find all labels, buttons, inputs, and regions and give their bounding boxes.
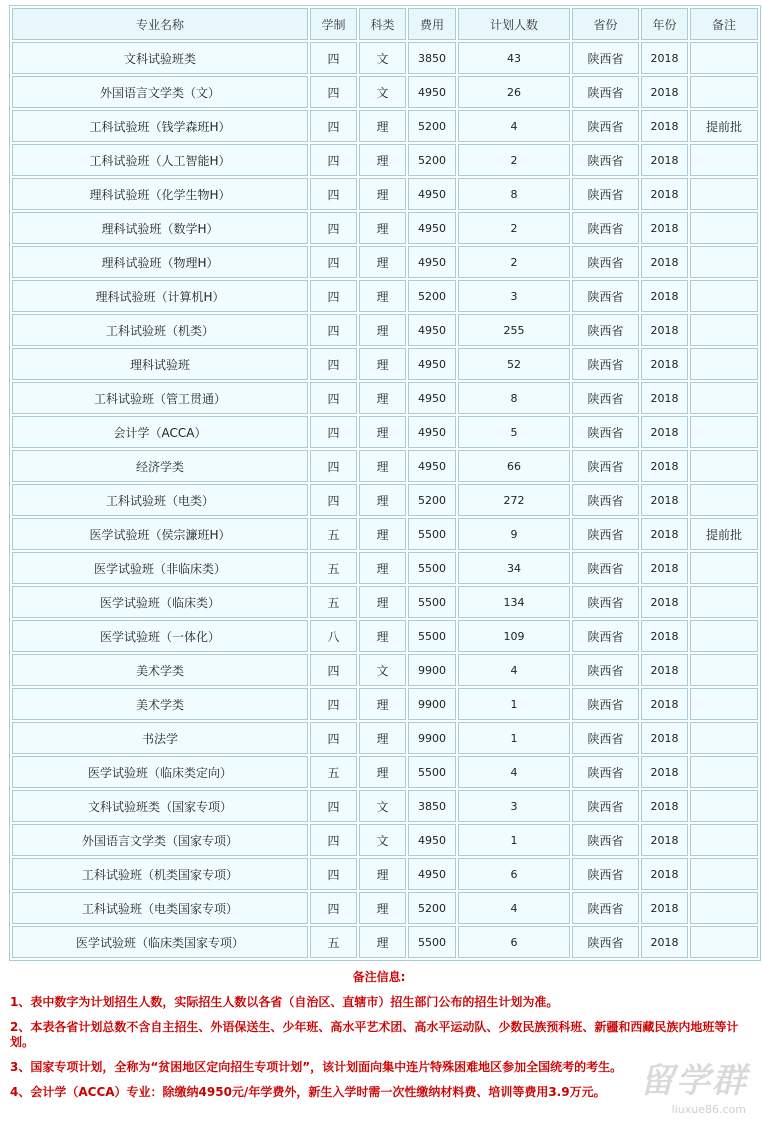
cell-remark bbox=[690, 790, 758, 822]
cell-major: 理科试验班 bbox=[12, 348, 308, 380]
cell-duration: 四 bbox=[310, 416, 357, 448]
cell-year: 2018 bbox=[641, 824, 688, 856]
cell-fee: 5200 bbox=[408, 110, 456, 142]
cell-remark bbox=[690, 450, 758, 482]
cell-province: 陕西省 bbox=[572, 212, 639, 244]
table-row bbox=[12, 790, 758, 822]
cell-year: 2018 bbox=[641, 518, 688, 550]
cell-quota: 4 bbox=[458, 756, 570, 788]
cell-category: 理 bbox=[359, 620, 406, 652]
cell-duration: 四 bbox=[310, 212, 357, 244]
cell-year: 2018 bbox=[641, 246, 688, 278]
cell-major: 工科试验班（钱学森班H） bbox=[12, 110, 308, 142]
notes-section bbox=[10, 968, 748, 1110]
cell-province: 陕西省 bbox=[572, 450, 639, 482]
cell-fee: 5200 bbox=[408, 484, 456, 516]
cell-year: 2018 bbox=[641, 790, 688, 822]
table-row bbox=[12, 552, 758, 584]
cell-quota: 66 bbox=[458, 450, 570, 482]
cell-province: 陕西省 bbox=[572, 892, 639, 924]
cell-quota: 3 bbox=[458, 280, 570, 312]
cell-province: 陕西省 bbox=[572, 756, 639, 788]
cell-major: 医学试验班（临床类） bbox=[12, 586, 308, 618]
cell-remark bbox=[690, 212, 758, 244]
cell-duration: 四 bbox=[310, 824, 357, 856]
cell-quota: 4 bbox=[458, 110, 570, 142]
cell-fee: 5500 bbox=[408, 756, 456, 788]
cell-province: 陕西省 bbox=[572, 858, 639, 890]
cell-quota: 4 bbox=[458, 892, 570, 924]
cell-duration: 四 bbox=[310, 42, 357, 74]
cell-duration: 四 bbox=[310, 484, 357, 516]
cell-year: 2018 bbox=[641, 654, 688, 686]
cell-remark bbox=[690, 280, 758, 312]
notes-title: 备注信息: bbox=[352, 970, 406, 984]
table-row bbox=[12, 926, 758, 958]
cell-category: 理 bbox=[359, 178, 406, 210]
cell-fee: 5500 bbox=[408, 552, 456, 584]
table-row bbox=[12, 348, 758, 380]
table-row bbox=[12, 688, 758, 720]
cell-year: 2018 bbox=[641, 314, 688, 346]
cell-quota: 4 bbox=[458, 654, 570, 686]
cell-province: 陕西省 bbox=[572, 926, 639, 958]
cell-major: 工科试验班（电类） bbox=[12, 484, 308, 516]
table-row bbox=[12, 280, 758, 312]
cell-duration: 四 bbox=[310, 654, 357, 686]
table-row bbox=[12, 722, 758, 754]
cell-category: 理 bbox=[359, 212, 406, 244]
cell-fee: 5500 bbox=[408, 620, 456, 652]
cell-category: 理 bbox=[359, 858, 406, 890]
cell-quota: 2 bbox=[458, 144, 570, 176]
cell-province: 陕西省 bbox=[572, 246, 639, 278]
cell-fee: 4950 bbox=[408, 246, 456, 278]
cell-category: 理 bbox=[359, 450, 406, 482]
cell-year: 2018 bbox=[641, 178, 688, 210]
cell-duration: 四 bbox=[310, 722, 357, 754]
cell-major: 工科试验班（电类国家专项） bbox=[12, 892, 308, 924]
cell-major: 外国语言文学类（文） bbox=[12, 76, 308, 108]
cell-duration: 五 bbox=[310, 586, 357, 618]
table-row bbox=[12, 76, 758, 108]
cell-major: 医学试验班（侯宗濂班H） bbox=[12, 518, 308, 550]
cell-major: 理科试验班（物理H） bbox=[12, 246, 308, 278]
cell-year: 2018 bbox=[641, 688, 688, 720]
table-row bbox=[12, 178, 758, 210]
cell-remark bbox=[690, 144, 758, 176]
cell-duration: 四 bbox=[310, 314, 357, 346]
cell-major: 经济学类 bbox=[12, 450, 308, 482]
cell-category: 理 bbox=[359, 552, 406, 584]
cell-major: 医学试验班（临床类定向） bbox=[12, 756, 308, 788]
cell-quota: 255 bbox=[458, 314, 570, 346]
col-header-major: 专业名称 bbox=[12, 8, 308, 40]
cell-category: 理 bbox=[359, 892, 406, 924]
cell-category: 文 bbox=[359, 654, 406, 686]
cell-fee: 4950 bbox=[408, 314, 456, 346]
cell-fee: 5500 bbox=[408, 926, 456, 958]
cell-duration: 四 bbox=[310, 178, 357, 210]
col-header-category: 科类 bbox=[359, 8, 406, 40]
cell-province: 陕西省 bbox=[572, 518, 639, 550]
cell-province: 陕西省 bbox=[572, 314, 639, 346]
cell-remark bbox=[690, 688, 758, 720]
cell-category: 理 bbox=[359, 756, 406, 788]
table-row bbox=[12, 416, 758, 448]
col-header-fee: 费用 bbox=[408, 8, 456, 40]
cell-quota: 1 bbox=[458, 824, 570, 856]
col-header-duration: 学制 bbox=[310, 8, 357, 40]
cell-remark: 提前批 bbox=[690, 110, 758, 142]
cell-year: 2018 bbox=[641, 892, 688, 924]
cell-province: 陕西省 bbox=[572, 654, 639, 686]
cell-remark bbox=[690, 178, 758, 210]
cell-fee: 9900 bbox=[408, 688, 456, 720]
cell-remark bbox=[690, 858, 758, 890]
cell-quota: 2 bbox=[458, 212, 570, 244]
cell-quota: 52 bbox=[458, 348, 570, 380]
cell-province: 陕西省 bbox=[572, 110, 639, 142]
table-row bbox=[12, 654, 758, 686]
note-item: 2、本表各省计划总数不含自主招生、外语保送生、少年班、高水平艺术团、高水平运动队、少数民族预科班、新疆和西藏民族内地班等计划。 bbox=[10, 1020, 739, 1049]
cell-province: 陕西省 bbox=[572, 552, 639, 584]
cell-category: 理 bbox=[359, 110, 406, 142]
cell-duration: 五 bbox=[310, 926, 357, 958]
cell-province: 陕西省 bbox=[572, 144, 639, 176]
cell-province: 陕西省 bbox=[572, 382, 639, 414]
cell-year: 2018 bbox=[641, 110, 688, 142]
watermark-url: liuxue86.com bbox=[671, 1103, 746, 1116]
cell-year: 2018 bbox=[641, 416, 688, 448]
cell-year: 2018 bbox=[641, 144, 688, 176]
cell-year: 2018 bbox=[641, 926, 688, 958]
cell-quota: 43 bbox=[458, 42, 570, 74]
cell-year: 2018 bbox=[641, 382, 688, 414]
cell-duration: 五 bbox=[310, 552, 357, 584]
cell-category: 理 bbox=[359, 314, 406, 346]
table-row bbox=[12, 586, 758, 618]
table-row bbox=[12, 110, 758, 142]
table-row bbox=[12, 450, 758, 482]
cell-remark bbox=[690, 314, 758, 346]
cell-province: 陕西省 bbox=[572, 178, 639, 210]
cell-category: 理 bbox=[359, 518, 406, 550]
cell-province: 陕西省 bbox=[572, 824, 639, 856]
note-item: 4、会计学（ACCA）专业：除缴纳4950元/年学费外，新生入学时需一次性缴纳材料费、培训等费用3.9万元。 bbox=[10, 1085, 606, 1099]
cell-year: 2018 bbox=[641, 212, 688, 244]
cell-province: 陕西省 bbox=[572, 280, 639, 312]
cell-major: 文科试验班类 bbox=[12, 42, 308, 74]
cell-major: 文科试验班类（国家专项） bbox=[12, 790, 308, 822]
cell-quota: 2 bbox=[458, 246, 570, 278]
cell-quota: 6 bbox=[458, 858, 570, 890]
col-header-year: 年份 bbox=[641, 8, 688, 40]
cell-province: 陕西省 bbox=[572, 790, 639, 822]
cell-fee: 4950 bbox=[408, 348, 456, 380]
cell-quota: 26 bbox=[458, 76, 570, 108]
cell-category: 理 bbox=[359, 416, 406, 448]
table-row bbox=[12, 144, 758, 176]
table-row bbox=[12, 484, 758, 516]
cell-remark bbox=[690, 348, 758, 380]
cell-remark bbox=[690, 620, 758, 652]
cell-duration: 四 bbox=[310, 790, 357, 822]
cell-fee: 3850 bbox=[408, 42, 456, 74]
cell-year: 2018 bbox=[641, 722, 688, 754]
cell-year: 2018 bbox=[641, 586, 688, 618]
cell-major: 美术学类 bbox=[12, 654, 308, 686]
cell-major: 会计学（ACCA） bbox=[12, 416, 308, 448]
cell-quota: 3 bbox=[458, 790, 570, 822]
cell-quota: 1 bbox=[458, 688, 570, 720]
cell-province: 陕西省 bbox=[572, 722, 639, 754]
cell-province: 陕西省 bbox=[572, 348, 639, 380]
cell-category: 文 bbox=[359, 824, 406, 856]
watermark-logo: 留学群 bbox=[640, 1061, 748, 1101]
cell-major: 理科试验班（计算机H） bbox=[12, 280, 308, 312]
cell-year: 2018 bbox=[641, 450, 688, 482]
cell-fee: 5200 bbox=[408, 892, 456, 924]
cell-duration: 四 bbox=[310, 382, 357, 414]
table-row bbox=[12, 212, 758, 244]
cell-quota: 34 bbox=[458, 552, 570, 584]
cell-major: 理科试验班（数学H） bbox=[12, 212, 308, 244]
cell-year: 2018 bbox=[641, 756, 688, 788]
cell-quota: 8 bbox=[458, 178, 570, 210]
cell-fee: 5500 bbox=[408, 586, 456, 618]
cell-quota: 6 bbox=[458, 926, 570, 958]
note-item: 3、国家专项计划，全称为“贫困地区定向招生专项计划”，该计划面向集中连片特殊困难地区参加全国统考的考生。 bbox=[10, 1060, 623, 1074]
cell-fee: 5200 bbox=[408, 144, 456, 176]
cell-category: 理 bbox=[359, 144, 406, 176]
cell-duration: 四 bbox=[310, 892, 357, 924]
note-item: 1、表中数字为计划招生人数，实际招生人数以各省（自治区、直辖市）招生部门公布的招生计划为准。 bbox=[10, 995, 559, 1009]
cell-quota: 9 bbox=[458, 518, 570, 550]
cell-fee: 5200 bbox=[408, 280, 456, 312]
cell-duration: 四 bbox=[310, 348, 357, 380]
cell-major: 书法学 bbox=[12, 722, 308, 754]
cell-remark: 提前批 bbox=[690, 518, 758, 550]
cell-fee: 4950 bbox=[408, 178, 456, 210]
cell-remark bbox=[690, 722, 758, 754]
cell-category: 理 bbox=[359, 586, 406, 618]
cell-fee: 4950 bbox=[408, 416, 456, 448]
table-row bbox=[12, 314, 758, 346]
col-header-remark: 备注 bbox=[690, 8, 758, 40]
cell-major: 工科试验班（管工贯通） bbox=[12, 382, 308, 414]
cell-duration: 四 bbox=[310, 280, 357, 312]
cell-major: 医学试验班（一体化） bbox=[12, 620, 308, 652]
cell-category: 理 bbox=[359, 722, 406, 754]
table-row bbox=[12, 892, 758, 924]
cell-remark bbox=[690, 756, 758, 788]
cell-duration: 四 bbox=[310, 688, 357, 720]
cell-category: 理 bbox=[359, 348, 406, 380]
cell-duration: 四 bbox=[310, 144, 357, 176]
cell-remark bbox=[690, 552, 758, 584]
cell-major: 医学试验班（非临床类） bbox=[12, 552, 308, 584]
cell-year: 2018 bbox=[641, 858, 688, 890]
cell-major: 外国语言文学类（国家专项） bbox=[12, 824, 308, 856]
table-row bbox=[12, 382, 758, 414]
cell-province: 陕西省 bbox=[572, 688, 639, 720]
table-row bbox=[12, 824, 758, 856]
cell-category: 理 bbox=[359, 926, 406, 958]
cell-major: 工科试验班（人工智能H） bbox=[12, 144, 308, 176]
cell-major: 理科试验班（化学生物H） bbox=[12, 178, 308, 210]
cell-remark bbox=[690, 484, 758, 516]
cell-duration: 四 bbox=[310, 450, 357, 482]
cell-province: 陕西省 bbox=[572, 586, 639, 618]
cell-duration: 四 bbox=[310, 110, 357, 142]
cell-major: 医学试验班（临床类国家专项） bbox=[12, 926, 308, 958]
cell-duration: 五 bbox=[310, 518, 357, 550]
table-body bbox=[12, 42, 758, 958]
cell-year: 2018 bbox=[641, 620, 688, 652]
cell-remark bbox=[690, 892, 758, 924]
table-row bbox=[12, 620, 758, 652]
cell-duration: 四 bbox=[310, 246, 357, 278]
cell-remark bbox=[690, 654, 758, 686]
cell-fee: 4950 bbox=[408, 212, 456, 244]
table-row bbox=[12, 246, 758, 278]
cell-category: 理 bbox=[359, 280, 406, 312]
cell-major: 美术学类 bbox=[12, 688, 308, 720]
col-header-province: 省份 bbox=[572, 8, 639, 40]
cell-fee: 9900 bbox=[408, 722, 456, 754]
cell-remark bbox=[690, 586, 758, 618]
enrollment-plan-table bbox=[9, 5, 761, 961]
cell-province: 陕西省 bbox=[572, 76, 639, 108]
cell-province: 陕西省 bbox=[572, 484, 639, 516]
cell-quota: 8 bbox=[458, 382, 570, 414]
table-row bbox=[12, 518, 758, 550]
cell-remark bbox=[690, 42, 758, 74]
cell-quota: 272 bbox=[458, 484, 570, 516]
cell-remark bbox=[690, 926, 758, 958]
cell-year: 2018 bbox=[641, 42, 688, 74]
cell-quota: 5 bbox=[458, 416, 570, 448]
cell-fee: 5500 bbox=[408, 518, 456, 550]
cell-remark bbox=[690, 76, 758, 108]
col-header-quota: 计划人数 bbox=[458, 8, 570, 40]
table-header-row bbox=[12, 8, 758, 40]
table-row bbox=[12, 756, 758, 788]
cell-year: 2018 bbox=[641, 552, 688, 584]
cell-duration: 四 bbox=[310, 76, 357, 108]
cell-category: 理 bbox=[359, 382, 406, 414]
cell-category: 文 bbox=[359, 76, 406, 108]
cell-duration: 八 bbox=[310, 620, 357, 652]
cell-remark bbox=[690, 416, 758, 448]
cell-major: 工科试验班（机类） bbox=[12, 314, 308, 346]
cell-category: 文 bbox=[359, 790, 406, 822]
cell-province: 陕西省 bbox=[572, 42, 639, 74]
cell-fee: 4950 bbox=[408, 858, 456, 890]
table-row bbox=[12, 42, 758, 74]
cell-fee: 4950 bbox=[408, 76, 456, 108]
cell-category: 文 bbox=[359, 42, 406, 74]
cell-fee: 4950 bbox=[408, 450, 456, 482]
cell-fee: 4950 bbox=[408, 382, 456, 414]
cell-year: 2018 bbox=[641, 484, 688, 516]
cell-remark bbox=[690, 382, 758, 414]
cell-fee: 9900 bbox=[408, 654, 456, 686]
cell-province: 陕西省 bbox=[572, 416, 639, 448]
cell-year: 2018 bbox=[641, 76, 688, 108]
cell-duration: 四 bbox=[310, 858, 357, 890]
cell-quota: 109 bbox=[458, 620, 570, 652]
cell-category: 理 bbox=[359, 484, 406, 516]
cell-remark bbox=[690, 246, 758, 278]
cell-quota: 134 bbox=[458, 586, 570, 618]
cell-fee: 4950 bbox=[408, 824, 456, 856]
cell-province: 陕西省 bbox=[572, 620, 639, 652]
cell-fee: 3850 bbox=[408, 790, 456, 822]
cell-category: 理 bbox=[359, 688, 406, 720]
cell-year: 2018 bbox=[641, 280, 688, 312]
cell-remark bbox=[690, 824, 758, 856]
cell-duration: 五 bbox=[310, 756, 357, 788]
cell-major: 工科试验班（机类国家专项） bbox=[12, 858, 308, 890]
cell-category: 理 bbox=[359, 246, 406, 278]
cell-quota: 1 bbox=[458, 722, 570, 754]
table-row bbox=[12, 858, 758, 890]
cell-year: 2018 bbox=[641, 348, 688, 380]
